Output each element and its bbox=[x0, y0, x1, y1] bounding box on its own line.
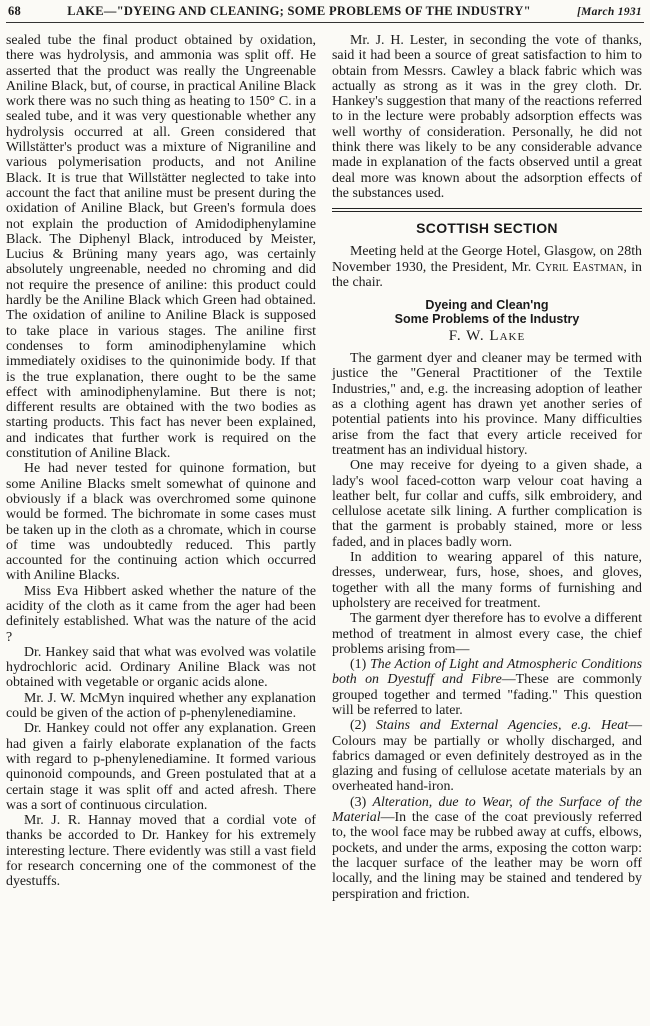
article-title: Dyeing and Clean'ng Some Problems of the Industry bbox=[394, 298, 580, 327]
list-item: (3) Alteration, due to Wear, of the Surface of the Material—In the case of the coat previously referred to, the wool face may be rubbed away at cuffs, elbows, pockets, and under the arms, exposing the cotton warp: the lacquer surface of the leather may be worn off locally, and the lining may be stained and tendered by perspiration and friction. bbox=[332, 794, 642, 902]
two-column-body bbox=[6, 33, 644, 902]
paragraph: Miss Eva Hibbert asked whether the nature of the acidity of the cloth as it came from the ager had been definitely established. What was the nature of the acid ? bbox=[6, 583, 316, 645]
paragraph: He had never tested for quinone formation, but some Aniline Blacks smelt somewhat of quinone and obviously if a black was overchromed some quinone would be formed. The bichromate in some cases must be taken up in the cloth as a chromate, which in course of time was undoubtedly reduced. This partly accounted for the continuing action which occurred with Aniline Blacks. bbox=[6, 461, 316, 584]
paragraph: sealed tube the final product obtained by oxidation, there was hydrolysis, and ammonia was split off. He asserted that the product was really the Ungreenable Aniline Black, but, of course, in practical Aniline Black work there was no such thing as heating to 150° C. in a sealed tube, and it was very questionable whether any hydrolysis occurred at all. Green considered that Willstätter's product was a mixture of Nigraniline and various polymerisation products, and not Aniline Black. It is true that Willstätter neglected to take into account the fact that aniline must be present during the oxidation of Aniline Black, but Green's formula does not explain the production of Amidodiphenylamine Black. The Diphenyl Black, introduced by Meister, Lucius & Brüning many years ago, was certainly absolutely ungreenable, needed no chroming and did not require the presence of aniline: this product could hardly be the Aniline Black which Green had obtained. The oxidation of aniline to Aniline Black is supposed to take place in various stages. The aniline first condenses to form aminodiphenylamine which immediately oxidises to the quinonimide body. If that is the true explanation, there ought to be the same effect with aminodiphenylamine. But there is not; different results are obtained with the two bodies as starting products. This fact has never been explained, and indicates that further work is required on the constitution of Aniline Black. bbox=[6, 33, 316, 462]
paragraph: One may receive for dyeing to a given shade, a lady's wool faced-cotton warp velour coat having a leather belt, fur collar and cuffs, silk embroidery, and cellulose acetate silk lining. A further complication is that the garment is probably stained, more or less faded, and in places badly worn. bbox=[332, 458, 642, 550]
section-divider bbox=[332, 208, 642, 209]
paragraph: Mr. J. R. Hannay moved that a cordial vote of thanks be accorded to Dr. Hankey for his extremely interesting lecture. There evidently was still a vast field for research concerning one of the commonest of the dyestuffs. bbox=[6, 813, 316, 890]
president-name: Cyril Eastman bbox=[535, 259, 624, 275]
section-heading: SCOTTISH SECTION bbox=[416, 220, 558, 237]
section-divider bbox=[332, 211, 642, 212]
left-column bbox=[6, 33, 316, 902]
list-item: (2) Stains and External Agencies, e.g. Heat—Colours may be partially or wholly discharged, and fabrics damaged or even definitely destroyed as in the glazing and fusing of cellulose acetate materials by an overheated hand-iron. bbox=[332, 718, 643, 795]
article-author: F. W. Lake bbox=[448, 328, 526, 345]
right-column bbox=[332, 33, 642, 902]
running-header bbox=[6, 2, 644, 23]
issue-date: [March 1931 bbox=[577, 6, 642, 18]
paragraph: The garment dyer therefore has to evolve a different method of treatment in almost every case, the chief problems arising from— bbox=[332, 611, 642, 657]
page-number: 68 bbox=[8, 4, 22, 18]
paragraph: The garment dyer and cleaner may be termed with justice the "General Practitioner of the Textile Industries," and, e.g. the increasing adoption of leather as a clothing agent has drawn yet another series of potential patients into his province. Many difficulties arise from the fact that every article received for treatment has an individual history. bbox=[332, 351, 642, 458]
paragraph: Dr. Hankey could not offer any explanation. Green had given a fairly elaborate explanation of the facts with regard to p-phenylenediamine. It formed various quinonoid compounds, and Green postulated that at a certain stage it was split off and acted afresh. There was a sort of continuous circulation. bbox=[6, 721, 316, 813]
list-item: (1) The Action of Light and Atmospheric Conditions both on Dyestuff and Fibre—These are commonly grouped together and termed "fading." This question will be referred to later. bbox=[332, 657, 642, 718]
paragraph: Mr. J. H. Lester, in seconding the vote of thanks, said it had been a source of great satisfaction to him to obtain from Messrs. Cawley a black fabric which was actually as strong as it was in the grey cloth. Dr. Hankey's suggestion that many of the reactions referred to in the lecture were probably adsorption effects was well worthy of consideration. Personally, he did not think there was likely to be any considerable advance made in explanation of the facts observed until a great deal more was known about the adsorption effects of the substances used. bbox=[332, 33, 642, 201]
paragraph: Mr. J. W. McMyn inquired whether any explanation could be given of the action of p-phenylenediamine. bbox=[6, 690, 316, 722]
running-title: LAKE—"DYEING AND CLEANING; SOME PROBLEMS OF THE INDUSTRY" bbox=[67, 4, 531, 18]
paragraph: Dr. Hankey said that what was evolved was volatile hydrochloric acid. Ordinary Aniline Black was not obtained with vegetable or organic acids alone. bbox=[6, 644, 316, 691]
meeting-note: Meeting held at the George Hotel, Glasgow, on 28th November 1930, the President, Mr. Cyril Eastman, in the chair. bbox=[332, 244, 643, 290]
paragraph: In addition to wearing apparel of this nature, dresses, underwear, furs, hose, shoes, and gloves, together with all the many forms of furnishing and upholstery are received for treatment. bbox=[332, 550, 642, 611]
